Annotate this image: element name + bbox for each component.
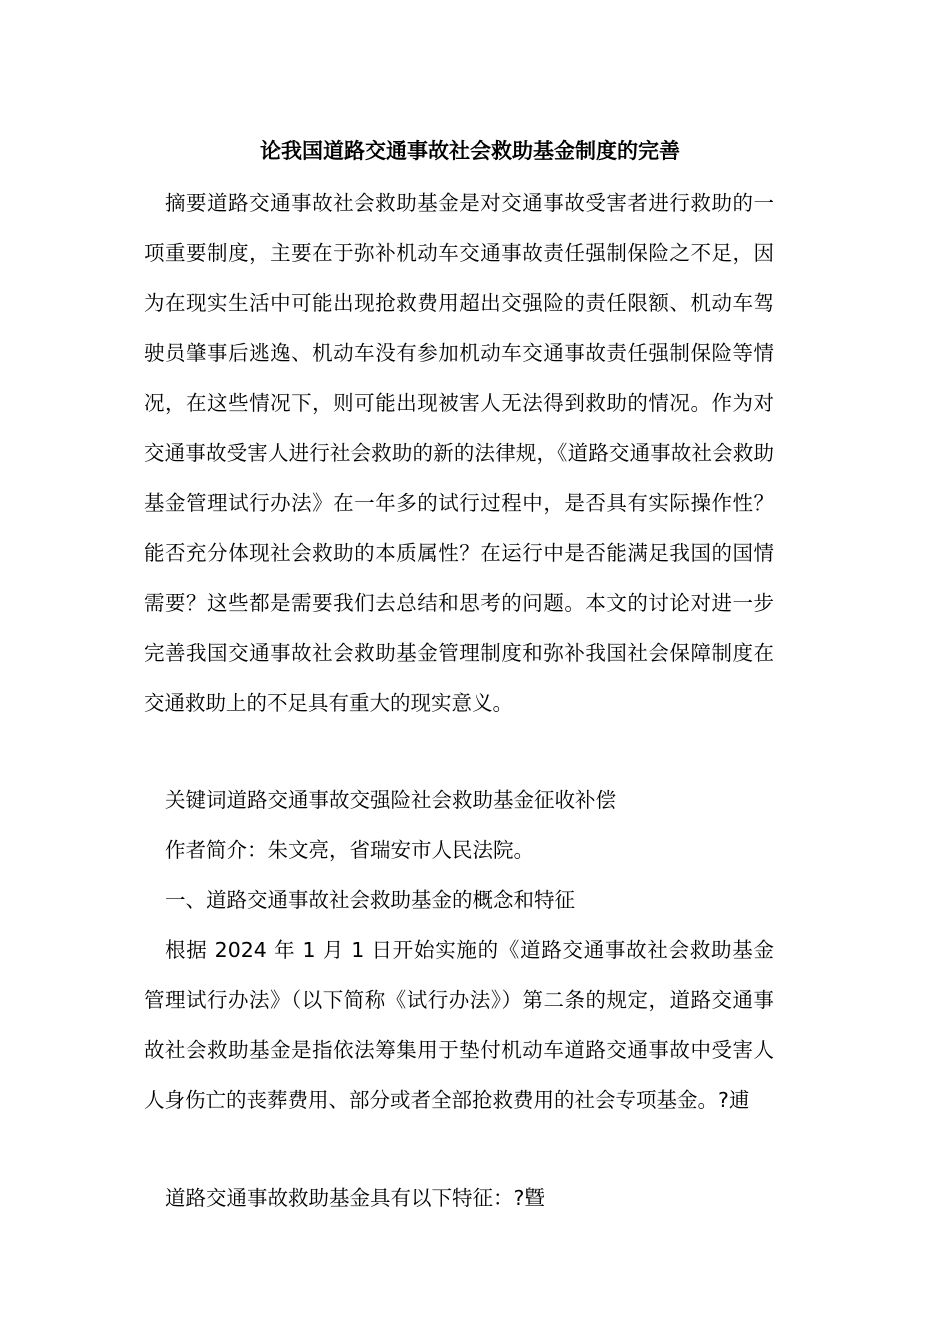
author-line: 作者简介：朱文亮，省瑞安市人民法院。	[165, 838, 534, 862]
features-intro-line: 道路交通事故救助基金具有以下特征：?曁	[165, 1186, 545, 1210]
section-heading: 一、道路交通事故社会救助基金的概念和特征	[165, 888, 575, 912]
keywords-line: 关键词道路交通事故交强险社会救助基金征收补偿	[165, 788, 616, 812]
abstract-paragraph: 摘要道路交通事故社会救助基金是对交通事故受害者进行救助的一项重要制度，主要在于弥补机动车交通事故责任强制保险之不足，因为在现实生活中可能出现抢救费用超出交强险的责任限额、机动车驾驶员肇事后逃逸、机动车没有参加机动车交通事故责任强制保险等情况，在这些情况下，则可能出现被害人无法得到救助的情况。作为对交通事故受害人进行社会救助的新的法律规，《道路交通事故社会救助基金管理试行办法》在一年多的试行过程中，是否具有实际操作性？能否充分体现社会救助的本质属性？在运行中是否能满足我国的国情需要？这些都是需要我们去总结和思考的问题。本文的讨论对进一步完善我国交通事故社会救助基金管理制度和弥补我国社会保障制度在交通救助上的不足具有重大的现实意义。	[144, 191, 774, 715]
section-one-paragraph: 根据 2024 年 1 月 1 日开始实施的《道路交通事故社会救助基金管理试行办法》（以下简称《试行办法》）第二条的规定，道路交通事故社会救助基金是指依法筹集用于垫付机动车道路交通事故中受害人人身伤亡的丧葬费用、部分或者全部抢救费用的社会专项基金。?逋	[144, 938, 774, 1112]
document-title: 论我国道路交通事故社会救助基金制度的完善	[260, 139, 680, 163]
